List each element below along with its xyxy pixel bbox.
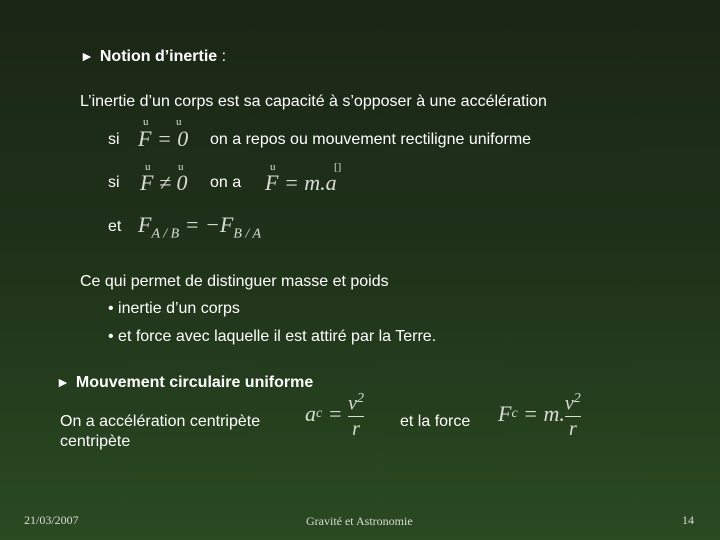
section2-heading (56, 374, 313, 392)
row1-formula: F = 0 (138, 126, 189, 151)
vector-arrow-icon: u (145, 161, 151, 173)
force-lhs-sub: c (511, 405, 518, 421)
section1-title: Notion d’inertie (99, 48, 218, 65)
section2-title: Mouvement circulaire uniforme (75, 374, 314, 391)
fraction-bar (565, 416, 581, 417)
formula-eq: = −F (179, 212, 234, 237)
accel-denominator: r (352, 417, 360, 440)
section1-heading (80, 48, 226, 66)
force-fraction (565, 388, 581, 440)
force-denominator: r (568, 417, 577, 440)
section1-title-suffix: : (217, 48, 227, 65)
force-numerator (565, 388, 581, 415)
page-number: 14 (682, 513, 694, 527)
vector-arrow-icon: u (176, 116, 182, 128)
force-lhs: F (498, 400, 512, 426)
accel-lhs: a (305, 400, 316, 426)
vector-arrow-icon: [] (334, 161, 342, 173)
row2-formula: F ≠ 0 (140, 170, 188, 195)
bullet-item: • inertie d’un corps (108, 300, 240, 317)
footer-title: Gravité et Astronomie (306, 514, 413, 528)
accel-text-line2: centripète (60, 433, 131, 450)
footer-date: 21/03/2007 (24, 513, 79, 527)
centripetal-force-formula (498, 388, 581, 440)
vector-arrow-icon: u (143, 116, 149, 128)
accel-lhs-sub: c (316, 405, 323, 421)
play-arrow-icon: ► (80, 48, 94, 64)
inertia-definition: L’inertie d’un corps est sa capacité à s’opposer à une accélération (80, 93, 547, 110)
row1-label: si (108, 131, 120, 148)
accel-numerator (348, 388, 364, 415)
row1-consequence: on a repos ou mouvement rectiligne uniforme (210, 131, 532, 148)
row3-label: et (108, 218, 122, 235)
centripetal-accel-formula (305, 388, 364, 440)
force-num-v: v (564, 392, 574, 415)
force-num-sup: 2 (573, 391, 581, 406)
formula-lhs-sub: A / B (151, 226, 180, 242)
action-reaction-formula (138, 212, 261, 242)
fraction-bar (348, 416, 364, 417)
accel-num-sup: 2 (356, 391, 364, 406)
row2-result-formula: F = m.a (265, 170, 337, 195)
row2-consequence: on a (210, 174, 242, 191)
vector-arrow-icon: u (178, 161, 184, 173)
accel-eq: = (322, 400, 349, 426)
row2-label: si (108, 174, 120, 191)
accel-num-v: v (348, 392, 357, 415)
distinguish-text: Ce qui permet de distinguer masse et poids (80, 273, 389, 290)
formula-rhs-sub: B / A (233, 226, 262, 242)
accel-fraction (348, 388, 364, 440)
play-arrow-icon: ► (56, 374, 70, 390)
accel-text-line1: On a accélération centripète (60, 413, 261, 430)
vector-arrow-icon: u (270, 161, 276, 173)
force-text: et la force (400, 413, 471, 430)
formula-lhs: F (138, 212, 152, 237)
force-eq: = m. (517, 400, 565, 426)
bullet-item: • et force avec laquelle il est attiré par la Terre. (108, 328, 437, 345)
